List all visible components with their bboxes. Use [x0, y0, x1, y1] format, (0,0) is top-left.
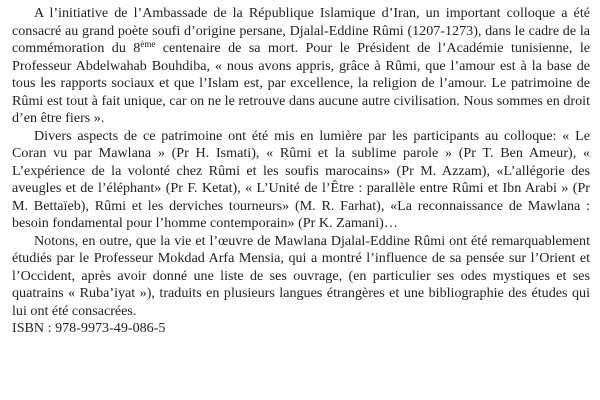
paragraph-colloque-intro: [12, 5, 590, 128]
paragraph-contributions: Divers aspects de ce patrimoine ont été mis en lumière par les participants au colloque: « Le Coran vu par Mawlana » (Pr H. Ismati), « Rûmi et la sublime parole » (Pr T. Ben Ameur), « L’expérience de la volonté chez Rûmi et les soufis marocains» (Pr M. Azzam), «L’allégorie des aveugles et de l’éléphant» (Pr F. Ketat), « L’Unité de l’Être : parallèle entre Rûmi et Ibn Arabi » (Pr M. Bettaïeb), Rûmi et les derviches tourneurs» (M. R. Farhat), «La reconnaissance de Mawlana : besoin fondamental pour l’homme contemporain» (Pr K. Zamani)…: [12, 127, 590, 231]
paragraph-text: centenaire de sa mort. Pour le Président de l’Académie tunisienne, le Professeur Abdelwahab Bouhdiba, « nous avons appris, grâce à Rûmi, que l’amour est à la base de tous les rapports sociaux et que l’Islam est, par excellence, la religion de l’amour. Le patrimoine de Rûmi est tout à fait unique, car on ne le retrouve dans aucune autre civilisation. Nous sommes en droit d’en être fiers ».: [12, 40, 590, 126]
paragraph-text: A l’initiative de l’Ambassade de la République Islamique d’Iran, un important colloque a été consacré au grand poète soufi d’origine persane, Djalal-Eddine Rûmi (1207-1273), dans le cadre de la commémoration du 8: [12, 5, 590, 56]
isbn-line: ISBN : 978-9973-49-086-5: [12, 320, 166, 336]
paragraph-mensia-study: Notons, en outre, que la vie et l’œuvre de Mawlana Djalal-Eddine Rûmi ont été remarquablement étudiés par le Professeur Mokdad Arfa Mensia, qui a montré l’influence de sa pensée sur l’Orient et l’Occident, après avoir donné une liste de ses ouvrage, (en particulier ses odes mystiques et ses quatrains « Ruba’iyat »), traduits en plusieurs langues étrangères et une bibliographie des études qui lui ont été consacrées.: [12, 232, 590, 319]
superscript-ordinal: ème: [140, 39, 156, 49]
